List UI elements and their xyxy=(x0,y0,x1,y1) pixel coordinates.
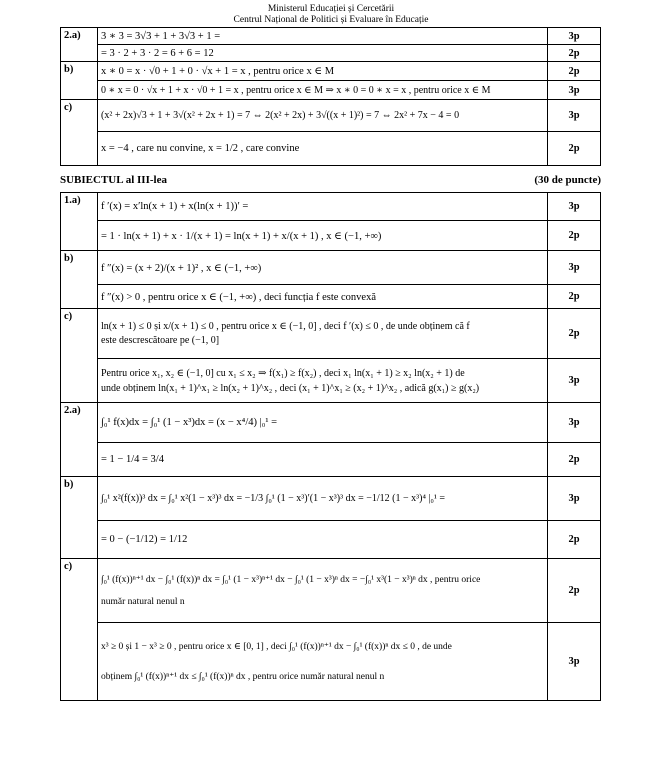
subject-score: (30 de puncte) xyxy=(534,174,601,186)
points-value: 3p xyxy=(548,28,601,45)
solution-line: x³ ≥ 0 și 1 − x³ ≥ 0 , pentru orice x ∈ [0, 1] , deci ∫₀¹ (f(x))ⁿ⁺¹ dx − ∫₀¹ (f(x))ⁿ dx ≤ 0 , de unde xyxy=(101,641,452,652)
solution-line: ln(x + 1) ≤ 0 și x/(x + 1) ≤ 0 , pentru orice x ∈ (−1, 0] , deci f ′(x) ≤ 0 , de unde obținem că f xyxy=(101,320,470,332)
item-label: c) xyxy=(61,309,98,403)
item-label: b) xyxy=(61,477,98,559)
points-value: 3p xyxy=(548,623,601,701)
subject3-heading xyxy=(60,174,601,186)
subject-title: SUBIECTUL al III-lea xyxy=(60,174,167,186)
subject3-table xyxy=(60,192,601,701)
solution-line: f ″(x) > 0 , pentru orice x ∈ (−1, +∞) , deci funcția f este convexă xyxy=(98,285,548,309)
points-value: 2p xyxy=(548,132,601,166)
solution-line: 0 ∗ x = 0 · √x + 1 + x · √0 + 1 = x , pentru orice x ∈ M ⇒ x ∗ 0 = 0 ∗ x = x , pentru orice x ∈ M xyxy=(98,81,548,100)
item-label: 2.a) xyxy=(61,403,98,477)
solution-line: = 0 − (−1/12) = 1/12 xyxy=(98,521,548,559)
points-value: 3p xyxy=(548,359,601,403)
item-label: 1.a) xyxy=(61,193,98,251)
points-value: 3p xyxy=(548,193,601,221)
points-value: 2p xyxy=(548,309,601,359)
solution-line: x ∗ 0 = x · √0 + 1 + 0 · √x + 1 = x , pentru orice x ∈ M xyxy=(98,62,548,81)
page-header xyxy=(0,0,662,26)
solution-line: f ′(x) = x′ln(x + 1) + x(ln(x + 1))′ = xyxy=(98,193,548,221)
points-value: 2p xyxy=(548,62,601,81)
points-value: 3p xyxy=(548,251,601,285)
item-label: b) xyxy=(61,62,98,100)
solution-line: (x² + 2x)√3 + 1 + 3√(x² + 2x + 1) = 7 ⇔ 2(x² + 2x) + 3√((x + 1)²) = 7 ⇔ 2x² + 7x − 4 = 0 xyxy=(98,100,548,132)
solution-block xyxy=(98,309,548,359)
solution-line: 3 ∗ 3 = 3√3 + 1 + 3√3 + 1 = xyxy=(98,28,548,45)
item-label: c) xyxy=(61,559,98,701)
subject2-table xyxy=(60,27,601,166)
solution-line: f ″(x) = (x + 2)/(x + 1)² , x ∈ (−1, +∞) xyxy=(98,251,548,285)
points-value: 2p xyxy=(548,443,601,477)
solution-block xyxy=(98,623,548,701)
points-value: 3p xyxy=(548,403,601,443)
item-label: c) xyxy=(61,100,98,166)
points-value: 3p xyxy=(548,100,601,132)
solution-line: ∫₀¹ (f(x))ⁿ⁺¹ dx − ∫₀¹ (f(x))ⁿ dx = ∫₀¹ (1 − x³)ⁿ⁺¹ dx − ∫₀¹ (1 − x³)ⁿ dx = −∫₀¹ x³(1 − x³)ⁿ dx , pentru orice xyxy=(101,574,481,585)
item-label: b) xyxy=(61,251,98,309)
ministry-line: Ministerul Educației și Cercetării xyxy=(267,4,395,14)
points-value: 3p xyxy=(548,477,601,521)
solution-block xyxy=(98,559,548,623)
solution-line: este descrescătoare pe (−1, 0] xyxy=(101,334,220,346)
solution-line: = 1 · ln(x + 1) + x · 1/(x + 1) = ln(x + 1) + x/(x + 1) , x ∈ (−1, +∞) xyxy=(98,221,548,251)
center-line: Centrul Național de Politici și Evaluare în Educație xyxy=(233,15,429,25)
solution-line: Pentru orice x₁, x₂ ∈ (−1, 0] cu x₁ ≤ x₂ ⇒ f(x₁) ≥ f(x₂) , deci x₁ ln(x₁ + 1) ≥ x₂ ln(x₂ + 1) de xyxy=(101,367,465,379)
solution-line: număr natural nenul n xyxy=(101,596,185,607)
points-value: 2p xyxy=(548,45,601,62)
item-label: 2.a) xyxy=(61,28,98,62)
solution-line: obținem ∫₀¹ (f(x))ⁿ⁺¹ dx ≤ ∫₀¹ (f(x))ⁿ dx , pentru orice număr natural nenul n xyxy=(101,671,385,682)
points-value: 2p xyxy=(548,559,601,623)
solution-line: ∫₀¹ f(x)dx = ∫₀¹ (1 − x³)dx = (x − x⁴/4) |₀¹ = xyxy=(98,403,548,443)
points-value: 3p xyxy=(548,81,601,100)
points-value: 2p xyxy=(548,221,601,251)
points-value: 2p xyxy=(548,521,601,559)
solution-line: = 1 − 1/4 = 3/4 xyxy=(98,443,548,477)
points-value: 2p xyxy=(548,285,601,309)
solution-line: ∫₀¹ x²(f(x))³ dx = ∫₀¹ x²(1 − x³)³ dx = −1/3 ∫₀¹ (1 − x³)′(1 − x³)³ dx = −1/12 (1 − x³)⁴ |₀¹ = xyxy=(98,477,548,521)
solution-block xyxy=(98,359,548,403)
solution-line: = 3 · 2 + 3 · 2 = 6 + 6 = 12 xyxy=(98,45,548,62)
solution-line: x = −4 , care nu convine, x = 1/2 , care convine xyxy=(98,132,548,166)
solution-line: unde obținem ln(x₁ + 1)^x₁ ≥ ln(x₂ + 1)^x₂ , deci (x₁ + 1)^x₁ ≥ (x₂ + 1)^x₂ , adică g(x₁) ≥ g(x₂) xyxy=(101,382,480,394)
